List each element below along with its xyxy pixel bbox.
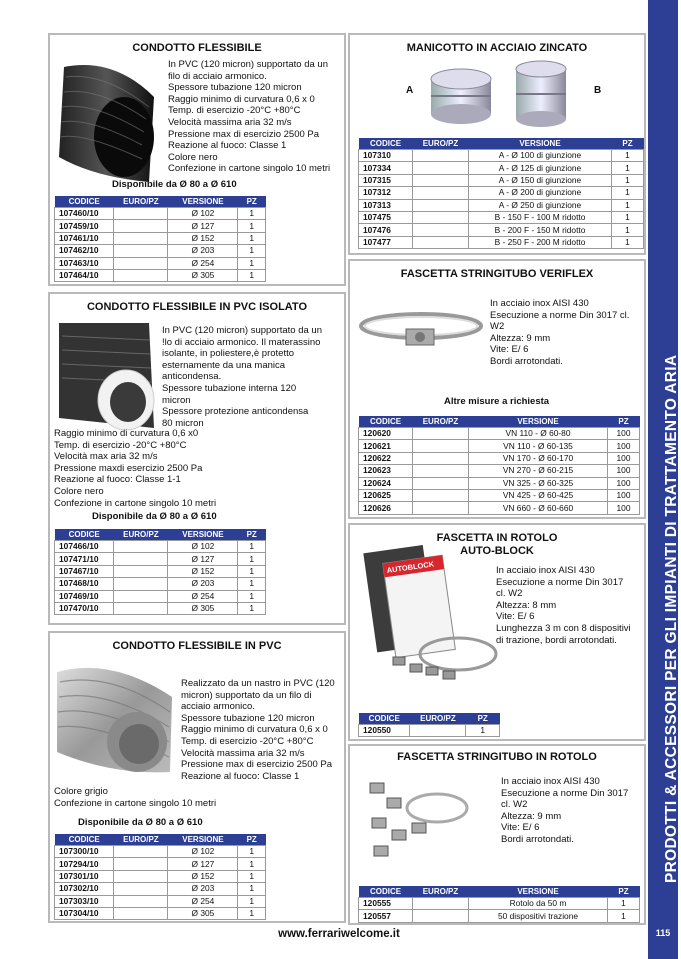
panel-title: CONDOTTO FLESSIBILE IN PVC: [112, 640, 282, 652]
cell-pz: 100: [608, 477, 640, 489]
cell-codice: 107334: [359, 162, 413, 174]
table-row: [359, 187, 644, 199]
cell-codice: 107462/10: [55, 245, 114, 257]
cell-pz: 1: [466, 725, 500, 737]
cell-pz: 1: [238, 245, 266, 257]
cell-europz: [114, 578, 168, 590]
cell-pz: 1: [612, 174, 644, 186]
table-row: [359, 224, 644, 236]
description-line: In acciaio inox AISI 430: [501, 776, 600, 787]
cell-pz: 100: [608, 440, 640, 452]
cell-pz: 100: [608, 502, 640, 514]
table-row: [55, 257, 266, 269]
cell-versione: Ø 152: [168, 870, 238, 882]
cell-pz: 1: [238, 907, 266, 919]
table-row: [359, 440, 640, 452]
product-table: [358, 886, 640, 923]
cell-versione: VN 110 - Ø 60-135: [469, 440, 608, 452]
cell-pz: 1: [238, 553, 266, 565]
cell-versione: A - Ø 150 di giunzione: [469, 174, 612, 186]
table-row: [359, 465, 640, 477]
cell-pz: 1: [238, 590, 266, 602]
cell-versione: B - 150 F - 100 M ridotto: [469, 211, 612, 223]
cell-europz: [114, 208, 168, 220]
product-description: [162, 325, 330, 429]
cell-pz: 1: [238, 208, 266, 220]
table-row: [359, 452, 640, 464]
description-line: Raggio minimo di curvatura 0,6 x 0: [168, 93, 315, 105]
cell-codice: 107464/10: [55, 269, 114, 281]
description-line: Altezza: 8 mm: [496, 599, 557, 611]
table-row: [55, 541, 266, 553]
cell-europz: [413, 477, 469, 489]
cell-versione: VN 425 - Ø 60-425: [469, 489, 608, 501]
table-row: [359, 502, 640, 514]
cell-pz: 1: [238, 858, 266, 870]
clamp-roll-image: [362, 768, 477, 873]
cell-versione: VN 660 - Ø 60-660: [469, 502, 608, 514]
table-row: [55, 565, 266, 577]
cell-europz: [413, 898, 469, 910]
table-header: CODICE EURO/PZ VERSIONE PZ: [359, 886, 640, 898]
description-line: Bordi arrotondati.: [490, 355, 563, 367]
panel-condotto-isolato: [48, 292, 346, 625]
cell-codice: 107313: [359, 199, 413, 211]
panel-title: FASCETTA IN ROTOLO: [436, 532, 558, 544]
cell-versione: Ø 127: [168, 553, 238, 565]
cell-pz: 1: [238, 883, 266, 895]
cell-versione: VN 170 - Ø 60-170: [469, 452, 608, 464]
cell-europz: [114, 245, 168, 257]
table-row: [359, 898, 640, 910]
description-line: Velocità massima aria 32 m/s: [181, 747, 305, 759]
product-table: [358, 416, 640, 515]
table-row: [359, 489, 640, 501]
table-row: [55, 590, 266, 602]
cell-versione: Ø 254: [168, 895, 238, 907]
product-table: [358, 138, 644, 249]
panel-fascetta-rotolo: [348, 744, 646, 925]
cell-codice: 107475: [359, 211, 413, 223]
description-line: Vite: E/ 6: [496, 611, 535, 623]
cell-europz: [413, 162, 469, 174]
cell-codice: 107467/10: [55, 565, 114, 577]
cell-europz: [114, 257, 168, 269]
panel-manicotto: [348, 33, 646, 255]
cell-versione: Ø 152: [168, 565, 238, 577]
cell-pz: 1: [238, 220, 266, 232]
cell-codice: 107466/10: [55, 541, 114, 553]
cell-pz: 1: [238, 895, 266, 907]
cell-codice: 107312: [359, 187, 413, 199]
cell-pz: 100: [608, 465, 640, 477]
cell-versione: Ø 254: [168, 590, 238, 602]
description-line: Temp. di esercizio -20°C +80°C: [168, 105, 301, 117]
cell-codice: 120624: [359, 477, 413, 489]
cell-versione: Ø 152: [168, 232, 238, 244]
cell-codice: 107461/10: [55, 232, 114, 244]
cell-versione: A - Ø 200 di giunzione: [469, 187, 612, 199]
cell-codice: 107460/10: [55, 208, 114, 220]
table-row: [55, 858, 266, 870]
autoblock-image: [358, 539, 498, 684]
cell-europz: [413, 452, 469, 464]
product-description: [496, 565, 646, 646]
cell-europz: [114, 846, 168, 858]
description-line: In PVC (120 micron) supportato da un: [168, 59, 329, 70]
table-row: [359, 428, 640, 440]
cell-codice: 120557: [359, 910, 413, 922]
cell-pz: 1: [612, 150, 644, 162]
product-description: [501, 776, 646, 846]
cell-pz: 1: [612, 187, 644, 199]
cell-versione: VN 325 - Ø 60-325: [469, 477, 608, 489]
sidebar-band: [648, 0, 678, 959]
cell-europz: [413, 440, 469, 452]
table-row: [55, 870, 266, 882]
table-row: [55, 578, 266, 590]
description-line: Reazione al fuoco: Classe 1: [168, 140, 287, 152]
duct-black-image: [54, 57, 164, 187]
product-table: [54, 196, 266, 282]
cell-pz: 100: [608, 489, 640, 501]
cell-pz: 1: [612, 211, 644, 223]
cell-versione: Ø 102: [168, 541, 238, 553]
clamp-image: [356, 291, 486, 361]
description-line: esternamente da una manica: [162, 359, 286, 371]
cell-versione: B - 250 F - 200 M ridotto: [469, 236, 612, 248]
label-b: B: [594, 85, 602, 96]
cell-codice: 107476: [359, 224, 413, 236]
cell-europz: [114, 220, 168, 232]
description-line: Esecuzione a norme Din 3017: [496, 576, 624, 588]
availability: Disponibile da Ø 80 a Ø 610: [92, 511, 217, 522]
table-row: [359, 477, 640, 489]
cell-versione: A - Ø 125 di giunzione: [469, 162, 612, 174]
page-number: 115: [655, 928, 671, 938]
cell-codice: 120626: [359, 502, 413, 514]
label-a: A: [406, 85, 414, 96]
description-line: In acciaio inox AISI 430: [490, 298, 589, 309]
cell-europz: [114, 553, 168, 565]
cell-codice: 107303/10: [55, 895, 114, 907]
description-line: Confezione in cartone singolo 10 metri: [54, 497, 217, 509]
cell-europz: [413, 150, 469, 162]
cell-pz: 1: [238, 565, 266, 577]
description-line: Pressione max di esercizio 2500 Pa: [168, 128, 320, 140]
cell-versione: A - Ø 100 di giunzione: [469, 150, 612, 162]
description-line: micron) supportato da un filo di: [181, 689, 312, 701]
sidebar-title: PRODOTTI & ACCESSORI PER GLI IMPIANTI DI TRATTAMENTO ARIA: [663, 354, 680, 883]
panel-title: FASCETTA STRINGITUBO IN ROTOLO: [397, 751, 597, 763]
description-line: Altezza: 9 mm: [501, 810, 562, 822]
cell-europz: [114, 858, 168, 870]
description-line: Velocità massima aria 32 m/s: [168, 116, 292, 128]
description-line: Raggio minimo di curvatura 0,6 x 0: [181, 724, 328, 736]
cell-versione: Ø 102: [168, 208, 238, 220]
availability: Disponibile da Ø 80 a Ø 610: [112, 179, 237, 190]
cell-europz: [413, 489, 469, 501]
description-line: cl. W2: [501, 799, 528, 811]
cell-versione: Ø 203: [168, 245, 238, 257]
cell-versione: B - 200 F - 150 M ridotto: [469, 224, 612, 236]
cell-codice: 107301/10: [55, 870, 114, 882]
table-row: [55, 846, 266, 858]
description-line: cl. W2: [496, 588, 523, 600]
cell-europz: [413, 211, 469, 223]
description-line: W2: [490, 321, 505, 333]
description-line: anticondensa.: [162, 371, 222, 383]
cell-europz: [413, 224, 469, 236]
product-description: [181, 678, 346, 782]
table-header: CODICE EURO/PZ VERSIONE PZ: [55, 529, 266, 541]
cell-europz: [413, 428, 469, 440]
cell-codice: 107477: [359, 236, 413, 248]
table-row: [359, 236, 644, 248]
description-line: Confezione in cartone singolo 10 metri: [54, 797, 217, 809]
cell-pz: 1: [612, 162, 644, 174]
cell-europz: [114, 907, 168, 919]
description-line: Pressione max di esercizio 2500 Pa: [181, 759, 333, 771]
description-line: Spessore tubazione 120 micron: [168, 82, 302, 94]
cell-versione: VN 110 - Ø 60-80: [469, 428, 608, 440]
table-row: [55, 245, 266, 257]
table-row: [55, 895, 266, 907]
panel-fascetta-veriflex: [348, 259, 646, 519]
panel-title: CONDOTTO FLESSIBILE: [132, 42, 262, 54]
table-row: [359, 910, 640, 922]
description-line: Raggio minimo di curvatura 0,6 x0: [54, 428, 199, 439]
description-line: Confezione in cartone singolo 10 metri: [168, 163, 331, 175]
cell-codice: 120623: [359, 465, 413, 477]
product-table: [54, 834, 266, 920]
cell-codice: 107304/10: [55, 907, 114, 919]
cell-codice: 107469/10: [55, 590, 114, 602]
description-line: Velocità max aria 32 m/s: [54, 451, 158, 463]
cell-versione: Rotolo da 50 m: [469, 898, 608, 910]
table-header: CODICE EURO/PZ VERSIONE PZ: [55, 834, 266, 846]
cell-codice: 107300/10: [55, 846, 114, 858]
cell-codice: 120622: [359, 452, 413, 464]
cell-versione: Ø 305: [168, 602, 238, 614]
cell-versione: Ø 127: [168, 220, 238, 232]
cell-europz: [413, 174, 469, 186]
cell-codice: 120620: [359, 428, 413, 440]
description-line: Vite: E/ 6: [501, 822, 540, 834]
cell-pz: 1: [238, 846, 266, 858]
table-row: [359, 162, 644, 174]
description-line: acciaio armonico.: [181, 701, 255, 713]
cell-pz: 1: [608, 898, 640, 910]
cell-pz: 1: [238, 257, 266, 269]
footer-url[interactable]: www.ferrariwelcome.it: [278, 928, 400, 940]
cell-versione: A - Ø 250 di giunzione: [469, 199, 612, 211]
cell-codice: 107302/10: [55, 883, 114, 895]
description-line: Spessore protezione anticondensa: [162, 406, 309, 418]
description-line: !lo di acciaio armonico. Il materassino: [162, 336, 321, 348]
panel-fascetta-autoblock: [348, 523, 646, 741]
cell-versione: Ø 305: [168, 269, 238, 281]
description-line: di trazione, bordi arrotondati.: [496, 634, 617, 646]
table-row: [359, 199, 644, 211]
description-line: Lunghezza 3 m con 8 dispositivi: [496, 622, 631, 634]
table-row: [55, 553, 266, 565]
cell-codice: 120555: [359, 898, 413, 910]
description-line: Vite: E/ 6: [490, 344, 529, 356]
table-header: CODICE EURO/PZ VERSIONE PZ: [359, 138, 644, 150]
cell-pz: 1: [612, 236, 644, 248]
description-line: In acciaio inox AISI 430: [496, 565, 595, 576]
cell-pz: 100: [608, 428, 640, 440]
product-description: [490, 298, 645, 368]
cell-codice: 107471/10: [55, 553, 114, 565]
availability: Disponibile da Ø 80 a Ø 610: [78, 817, 203, 828]
description-line: In PVC (120 micron) supportato da un: [162, 325, 323, 336]
table-row: [55, 232, 266, 244]
panel-condotto-pvc: [48, 631, 346, 923]
panel-title: CONDOTTO FLESSIBILE IN PVC ISOLATO: [86, 301, 308, 313]
cell-codice: 107459/10: [55, 220, 114, 232]
product-table: [54, 529, 266, 615]
table-row: [55, 883, 266, 895]
description-line: Bordi arrotondati.: [501, 833, 574, 845]
table-row: [55, 269, 266, 281]
cell-europz: [114, 541, 168, 553]
cell-pz: 1: [612, 199, 644, 211]
cell-codice: 107310: [359, 150, 413, 162]
cell-codice: 107470/10: [55, 602, 114, 614]
panel-title: MANICOTTO IN ACCIAIO ZINCATO: [406, 42, 588, 54]
description-line: Colore nero: [54, 485, 104, 497]
cell-pz: 1: [238, 541, 266, 553]
table-row: [359, 174, 644, 186]
table-row: [55, 220, 266, 232]
cell-codice: 107315: [359, 174, 413, 186]
cell-versione: Ø 305: [168, 907, 238, 919]
description-line: filo di acciaio armonico.: [168, 70, 267, 82]
cell-versione: Ø 127: [168, 858, 238, 870]
product-description: [168, 59, 343, 175]
table-header: CODICE EURO/PZ PZ: [359, 713, 500, 725]
cell-pz: 1: [238, 269, 266, 281]
panel-condotto-flessibile: [48, 33, 346, 286]
description-line: Reazione al fuoco: Classe 1-1: [54, 474, 181, 486]
cell-europz: [413, 236, 469, 248]
cell-versione: Ø 254: [168, 257, 238, 269]
cell-europz: [413, 910, 469, 922]
table-header: CODICE EURO/PZ VERSIONE PZ: [55, 196, 266, 208]
description-line: Spessore tubazione 120 micron: [181, 712, 315, 724]
description-line: Colore grigio: [54, 786, 108, 797]
description-line: Esecuzione a norme Din 3017 cl.: [490, 309, 630, 321]
note: Altre misure a richiesta: [444, 396, 550, 407]
cell-pz: 1: [612, 224, 644, 236]
description-line: Spessore tubazione interna 120: [162, 382, 297, 394]
cell-europz: [114, 895, 168, 907]
cell-pz: 1: [238, 232, 266, 244]
table-row: [55, 602, 266, 614]
cell-versione: VN 270 - Ø 60-215: [469, 465, 608, 477]
cell-europz: [413, 465, 469, 477]
cell-codice: 107468/10: [55, 578, 114, 590]
description-line: Esecuzione a norme Din 3017: [501, 787, 629, 799]
table-row: [55, 907, 266, 919]
table-row: [359, 150, 644, 162]
cell-codice: 120625: [359, 489, 413, 501]
duct-grey-image: [52, 657, 177, 777]
cell-europz: [413, 187, 469, 199]
cell-pz: 1: [238, 870, 266, 882]
cell-europz: [114, 602, 168, 614]
description-line: 80 micron: [162, 417, 204, 429]
description-line: Temp. di esercizio -20°C +80°C: [181, 735, 314, 747]
cell-europz: [114, 870, 168, 882]
description-line: isolante, in poliestere,è protetto: [162, 348, 295, 360]
duct-insulated-image: [54, 318, 162, 433]
cell-versione: Ø 102: [168, 846, 238, 858]
cell-pz: 1: [608, 910, 640, 922]
cell-europz: [114, 590, 168, 602]
cell-codice: 120621: [359, 440, 413, 452]
cell-pz: 1: [238, 602, 266, 614]
description-line: Temp. di esercizio -20°C +80°C: [54, 439, 187, 451]
cell-versione: Ø 203: [168, 578, 238, 590]
description-line: Reazione al fuoco: Classe 1: [181, 770, 300, 782]
sleeve-image: [426, 59, 576, 129]
table-header: CODICE EURO/PZ VERSIONE PZ: [359, 416, 640, 428]
cell-pz: 1: [238, 578, 266, 590]
cell-europz: [410, 725, 466, 737]
table-row: [359, 725, 500, 737]
description-line: Colore nero: [168, 151, 218, 163]
cell-europz: [413, 199, 469, 211]
cell-codice: 120550: [359, 725, 410, 737]
cell-versione: Ø 203: [168, 883, 238, 895]
cell-europz: [114, 269, 168, 281]
product-table: [358, 713, 500, 737]
panel-subtitle: AUTO-BLOCK: [460, 545, 534, 557]
product-description-extra: [54, 428, 344, 509]
description-line: Altezza: 9 mm: [490, 332, 551, 344]
description-line: Realizzato da un nastro in PVC (120: [181, 678, 335, 689]
table-row: [359, 211, 644, 223]
table-row: [55, 208, 266, 220]
cell-pz: 100: [608, 452, 640, 464]
cell-codice: 107463/10: [55, 257, 114, 269]
product-description-extra: [54, 786, 344, 809]
cell-europz: [114, 883, 168, 895]
cell-versione: 50 dispositivi trazione: [469, 910, 608, 922]
description-line: Pressione maxdi esercizio 2500 Pa: [54, 462, 203, 474]
panel-title: FASCETTA STRINGITUBO VERIFLEX: [400, 268, 594, 280]
cell-europz: [114, 232, 168, 244]
cell-europz: [413, 502, 469, 514]
box-brand-text: AUTOBLOCK: [386, 559, 435, 576]
cell-europz: [114, 565, 168, 577]
description-line: micron: [162, 394, 191, 406]
cell-codice: 107294/10: [55, 858, 114, 870]
